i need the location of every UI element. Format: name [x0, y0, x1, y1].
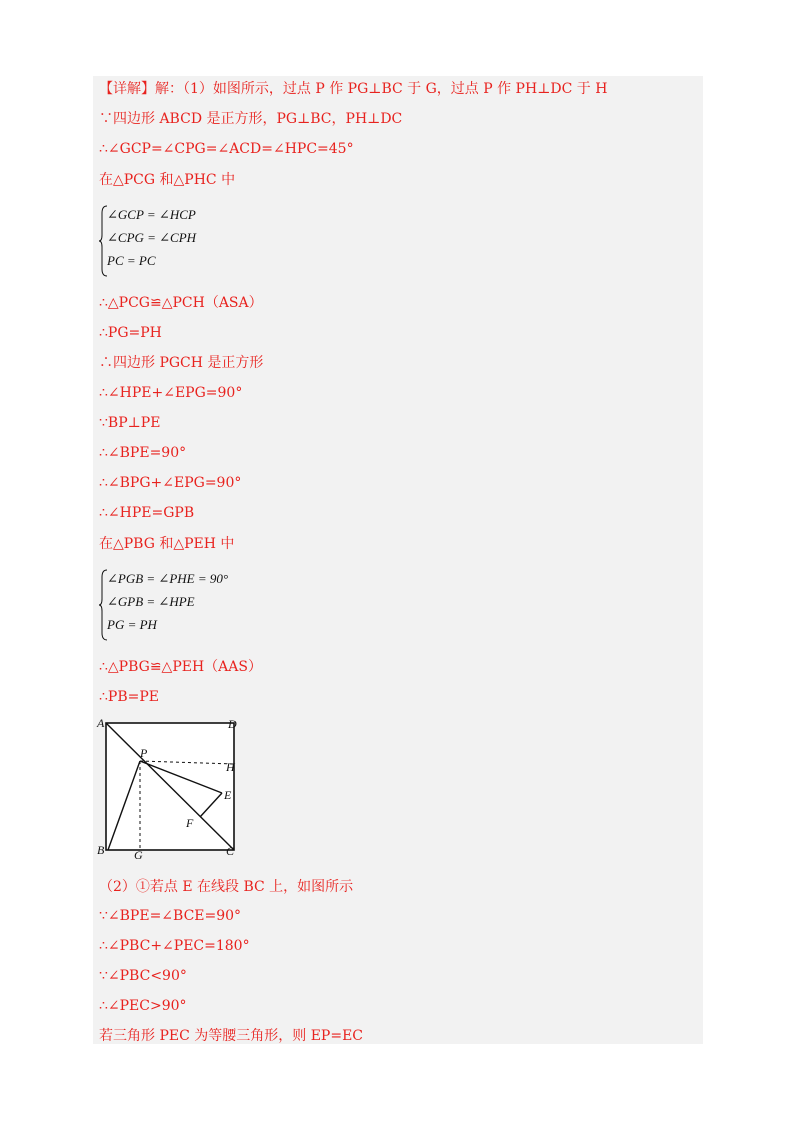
label-g: G	[134, 848, 143, 862]
line-19: ∵∠PBC<90°	[99, 968, 187, 984]
system1-row-2: ∠CPG = ∠CPH	[107, 230, 197, 245]
system2-row-1: ∠PGB = ∠PHE = 90°	[107, 571, 229, 586]
line-16: （2）①若点 E 在线段 BC 上，如图所示	[99, 879, 354, 895]
line-10: ∴∠BPE=90°	[99, 445, 187, 461]
line-5: ∴△PCG≌△PCH（ASA）	[99, 295, 263, 311]
label-h: H	[226, 760, 235, 774]
line-7: ∴四边形 PGCH 是正方形	[99, 355, 264, 371]
label-c: C	[226, 844, 235, 858]
line-21: 若三角形 PEC 为等腰三角形，则 EP=EC	[99, 1028, 364, 1044]
line-11: ∴∠BPG+∠EPG=90°	[99, 475, 242, 491]
line-2: ∵四边形 ABCD 是正方形，PG⊥BC，PH⊥DC	[99, 111, 403, 127]
line-14: ∴△PBG≌△PEH（AAS）	[99, 659, 262, 675]
line-4: 在△PCG 和△PHC 中	[99, 172, 236, 188]
line-3: ∴∠GCP=∠CPG=∠ACD=∠HPC=45°	[99, 141, 354, 157]
line-18: ∴∠PBC+∠PEC=180°	[99, 938, 250, 954]
label-d: D	[228, 717, 237, 731]
label-b: B	[97, 843, 105, 857]
system1-row-1: ∠GCP = ∠HCP	[107, 207, 196, 222]
label-p: P	[140, 746, 148, 760]
line-15: ∴PB=PE	[99, 689, 159, 705]
line-20: ∴∠PEC>90°	[99, 998, 187, 1014]
system1-row-3: PC = PC	[107, 253, 156, 268]
equation-system-1	[99, 205, 259, 277]
label-e: E	[224, 788, 232, 802]
system2-row-2: ∠GPB = ∠HPE	[107, 594, 195, 609]
line-12: ∴∠HPE=GPB	[99, 505, 195, 521]
line-9: ∵BP⊥PE	[99, 415, 161, 431]
system2-row-3: PG = PH	[107, 617, 157, 632]
geometry-figure	[96, 715, 244, 863]
equation-system-2	[99, 569, 259, 641]
line-6: ∴PG=PH	[99, 325, 162, 341]
line-13: 在△PBG 和△PEH 中	[99, 536, 235, 552]
line-17: ∵∠BPE=∠BCE=90°	[99, 908, 242, 924]
label-f: F	[186, 816, 194, 830]
line-1: 【详解】解：（1）如图所示，过点 P 作 PG⊥BC 于 G，过点 P 作 PH⊥DC 于 H	[99, 81, 608, 97]
line-8: ∴∠HPE+∠EPG=90°	[99, 385, 243, 401]
label-a: A	[97, 716, 105, 730]
